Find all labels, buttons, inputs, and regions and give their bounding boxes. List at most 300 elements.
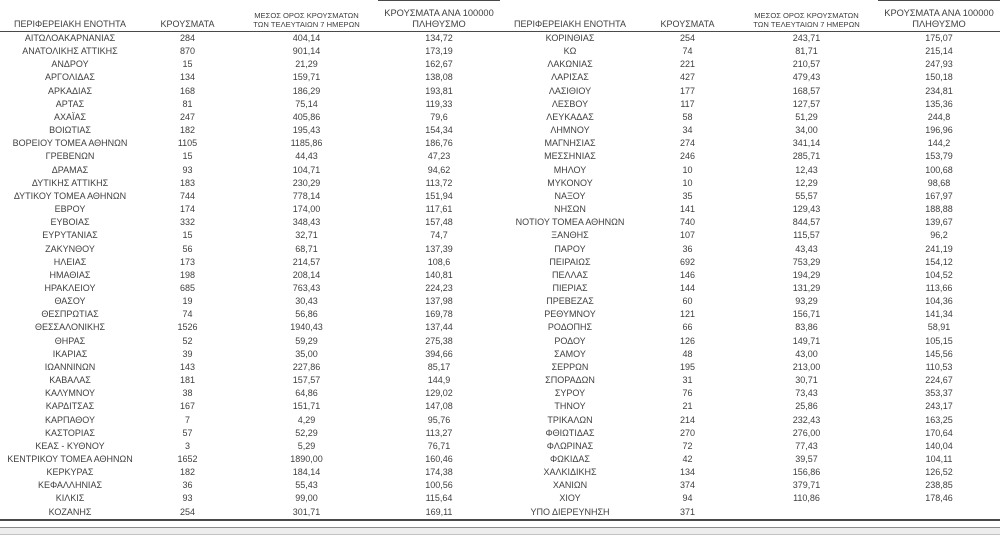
cases-cell: 58: [682, 111, 693, 122]
cases-cell: 36: [682, 243, 693, 254]
per100k-cell: 244,8: [927, 111, 951, 122]
per100k-cell: 162,67: [425, 59, 453, 70]
table-row: [0, 466, 500, 479]
region-cell: ΡΟΔΟΥ: [554, 335, 586, 346]
cases-cell: 134: [679, 467, 696, 478]
region-cell: ΛΗΜΝΟΥ: [550, 125, 590, 136]
cases-cell: 144: [679, 282, 696, 293]
region-cell: ΛΑΚΩΝΙΑΣ: [547, 59, 593, 70]
avg7-cell: 232,43: [792, 414, 821, 425]
per100k-cell: 188,88: [925, 204, 953, 215]
per100k-cell: 104,36: [925, 296, 953, 307]
region-cell: ΕΥΡΥΤΑΝΙΑΣ: [42, 230, 98, 241]
per100k-cell: 170,64: [925, 427, 953, 438]
cases-cell: 42: [682, 454, 693, 464]
region-cell: ΞΑΝΘΗΣ: [551, 230, 589, 241]
avg7-cell: 129,43: [792, 204, 821, 215]
cases-cell: 198: [179, 269, 196, 280]
cases-cell: 143: [179, 361, 196, 372]
avg7-cell: 379,71: [792, 480, 821, 491]
cases-cell: 284: [179, 33, 196, 43]
table-row: [0, 98, 500, 111]
region-cell: ΣΕΡΡΩΝ: [551, 361, 589, 372]
table-row: [0, 387, 500, 400]
region-cell: ΠΡΕΒΕΖΑΣ: [546, 296, 594, 307]
avg7-header-line2: ΤΩΝ ΤΕΛΕΥΤΑΙΩΝ 7 ΗΜΕΡΩΝ: [753, 20, 860, 29]
cases-cell: 7: [184, 414, 190, 425]
table-row: [500, 440, 1000, 453]
per100k-cell: 186,76: [425, 138, 453, 149]
per100k-cell: 178,46: [925, 493, 953, 504]
region-cell: ΜΥΚΟΝΟΥ: [547, 177, 593, 188]
avg7-cell: 348,43: [292, 217, 321, 228]
per100k-cell: 163,25: [925, 414, 953, 425]
region-cell: ΜΕΣΣΗΝΙΑΣ: [544, 151, 596, 162]
table-row: [0, 400, 500, 413]
table-row: [500, 466, 1000, 479]
avg7-cell: 35,00: [295, 348, 318, 359]
per100k-cell: 96,2: [930, 230, 948, 241]
region-cell: ΚΑΡΔΙΤΣΑΣ: [45, 401, 95, 412]
cases-cell: 182: [179, 467, 196, 478]
region-cell: ΑΧΑΪΑΣ: [53, 111, 87, 122]
region-cell: ΚΙΛΚΙΣ: [55, 493, 85, 504]
region-cell: ΚΑΒΑΛΑΣ: [49, 375, 91, 386]
avg7-cell: 156,86: [792, 467, 821, 478]
avg7-cell: 75,14: [295, 98, 318, 109]
avg7-cell: 151,71: [292, 401, 321, 412]
region-cell: ΘΑΣΟΥ: [54, 296, 86, 307]
cases-cell: 214: [679, 414, 696, 425]
per100k-cell: 137,44: [425, 322, 453, 333]
cases-cell: 744: [179, 190, 196, 201]
region-cell: ΑΡΚΑΔΙΑΣ: [47, 85, 93, 96]
avg7-cell: 131,29: [792, 282, 821, 293]
per100k-column-header: [378, 1, 500, 32]
cases-cell: 81: [182, 98, 193, 109]
per100k-cell: 137,98: [425, 296, 453, 307]
per100k-cell: 238,85: [925, 480, 953, 491]
per100k-cell: 108,6: [427, 256, 451, 267]
region-cell: ΦΘΙΩΤΙΔΑΣ: [545, 427, 595, 438]
avg7-cell: 51,29: [795, 111, 818, 122]
cases-cell: 173: [179, 256, 196, 267]
per100k-cell: 126,52: [925, 467, 953, 478]
region-cell: ΑΡΓΟΛΙΔΑΣ: [45, 72, 95, 83]
table-row: [500, 98, 1000, 111]
per100k-cell: 58,91: [927, 322, 951, 333]
avg7-cell: 64,86: [295, 388, 318, 399]
per100k-cell: 234,81: [925, 85, 953, 96]
region-cell: ΑΡΤΑΣ: [55, 98, 85, 109]
avg7-cell: 1185,86: [290, 138, 323, 149]
avg7-cell: 214,57: [292, 256, 321, 267]
table-row: [500, 164, 1000, 177]
region-cell: ΘΕΣΠΡΩΤΙΑΣ: [41, 309, 99, 320]
table-row: [0, 124, 500, 137]
table-row: [0, 32, 500, 46]
per100k-cell: 196,96: [925, 125, 953, 136]
cases-cell: 332: [179, 217, 196, 228]
region-cell: ΚΕΡΚΥΡΑΣ: [46, 467, 94, 478]
cases-cell: 31: [682, 375, 693, 386]
avg7-cell: 227,86: [292, 361, 321, 372]
avg7-cell: 243,71: [792, 33, 821, 43]
per100k-cell: [878, 506, 1000, 520]
avg7-cell: 43,43: [795, 243, 818, 254]
region-cell: ΕΥΒΟΙΑΣ: [50, 217, 90, 228]
region-cell: ΛΕΣΒΟΥ: [551, 98, 589, 109]
avg7-cell: 479,43: [792, 72, 821, 83]
region-cell: ΤΗΝΟΥ: [554, 401, 586, 412]
per100k-cell: 140,81: [425, 269, 453, 280]
avg7-cell: 77,43: [795, 440, 818, 451]
cases-cell: 183: [179, 177, 196, 188]
table-row: [500, 150, 1000, 163]
avg7-cell: 5,29: [297, 440, 316, 451]
region-cell: ΣΑΜΟΥ: [554, 348, 586, 359]
cases-cell: 1652: [177, 454, 198, 464]
avg7-cell: 1890,00: [290, 454, 323, 464]
table-row: [500, 348, 1000, 361]
table-row: [0, 243, 500, 256]
table-row: [0, 137, 500, 150]
avg7-cell: 55,43: [295, 480, 318, 491]
per100k-cell: 145,56: [925, 348, 953, 359]
cases-cell: 57: [182, 427, 193, 438]
table-row: [500, 282, 1000, 295]
table-row: [500, 45, 1000, 58]
cases-cell: 195: [679, 361, 696, 372]
avg7-cell: 159,71: [292, 72, 321, 83]
table-row: [500, 427, 1000, 440]
per100k-cell: 79,6: [430, 111, 448, 122]
table-row: [500, 453, 1000, 466]
avg7-header-line1: ΜΕΣΟΣ ΟΡΟΣ ΚΡΟΥΣΜΑΤΩΝ: [254, 11, 359, 20]
per100k-cell: 154,12: [925, 256, 953, 267]
per100k-cell: 129,02: [425, 388, 453, 399]
per100k-cell: 74,7: [430, 230, 448, 241]
region-cell: ΚΑΣΤΟΡΙΑΣ: [45, 427, 95, 438]
region-cell: ΚΑΛΥΜΝΟΥ: [44, 388, 96, 399]
avg7-cell: 110,86: [793, 493, 820, 504]
table-row: [500, 111, 1000, 124]
table-row: [500, 32, 1000, 46]
cases-cell: 117: [680, 98, 695, 109]
cases-cell: 274: [679, 138, 696, 149]
cases-cell: 174: [179, 204, 196, 215]
per100k-cell: 104,52: [925, 269, 953, 280]
region-cell: ΦΩΚΙΔΑΣ: [550, 454, 590, 464]
cases-table-right: [500, 0, 1000, 521]
region-cell: ΛΑΡΙΣΑΣ: [551, 72, 589, 83]
per100k-header-line1: ΚΡΟΥΣΜΑΤΑ ΑΝΑ 100000: [384, 8, 494, 18]
per100k-cell: 110,53: [925, 361, 953, 372]
table-row: [500, 58, 1000, 71]
per100k-cell: 113,27: [425, 427, 453, 438]
region-cell: ΕΒΡΟΥ: [54, 204, 86, 215]
per100k-cell: 138,08: [425, 72, 453, 83]
region-cell: ΔΥΤΙΚΟΥ ΤΟΜΕΑ ΑΘΗΝΩΝ: [13, 190, 127, 201]
avg7-cell: [735, 506, 878, 520]
region-cell: ΠΕΙΡΑΙΩΣ: [549, 256, 591, 267]
per100k-cell: 175,07: [925, 33, 953, 43]
region-cell: ΣΥΡΟΥ: [554, 388, 586, 399]
per100k-cell: 94,62: [427, 164, 451, 175]
avg7-cell: 127,57: [792, 98, 821, 109]
avg7-cell: 30,43: [295, 296, 318, 307]
region-cell: ΝΗΣΩΝ: [554, 204, 586, 215]
cases-cell: 15: [182, 151, 193, 162]
avg7-column-header: [735, 1, 878, 32]
table-row: [500, 137, 1000, 150]
table-row: [500, 177, 1000, 190]
per100k-header-line2: ΠΛΗΘΥΣΜΟ: [912, 18, 966, 29]
per100k-cell: 85,17: [427, 361, 451, 372]
avg7-cell: 81,71: [795, 46, 818, 57]
avg7-cell: 55,57: [795, 190, 818, 201]
cases-cell: 121: [679, 309, 696, 320]
cases-cell: 254: [179, 506, 196, 517]
table-row: [0, 111, 500, 124]
table-row: [500, 229, 1000, 242]
avg7-cell: 12,43: [795, 164, 818, 175]
table-row: [0, 321, 500, 334]
avg7-cell: 405,86: [292, 111, 321, 122]
table-row: [0, 282, 500, 295]
table-row: [500, 387, 1000, 400]
avg7-cell: 285,71: [792, 151, 821, 162]
per100k-cell: 141,34: [925, 309, 953, 320]
region-cell: ΓΡΕΒΕΝΩΝ: [45, 151, 95, 162]
cases-cell: 10: [682, 164, 693, 175]
region-cell: ΚΕΝΤΡΙΚΟΥ ΤΟΜΕΑ ΑΘΗΝΩΝ: [7, 454, 133, 464]
avg7-cell: 104,71: [292, 164, 321, 175]
cases-cell: 221: [679, 59, 696, 70]
per100k-cell: 100,56: [425, 480, 453, 491]
region-cell: ΒΟΙΩΤΙΑΣ: [49, 125, 91, 136]
per100k-cell: 137,39: [425, 243, 453, 254]
region-cell: ΜΑΓΝΗΣΙΑΣ: [544, 138, 596, 149]
cases-cell: 93: [182, 164, 193, 175]
per100k-cell: 154,34: [425, 125, 453, 136]
table-row: [0, 506, 500, 520]
cases-cell: 270: [679, 427, 696, 438]
region-cell: ΛΑΣΙΘΙΟΥ: [548, 85, 592, 96]
table-row: [0, 256, 500, 269]
table-row: [500, 335, 1000, 348]
table-row: [500, 85, 1000, 98]
region-cell: ΤΡΙΚΑΛΩΝ: [547, 414, 593, 425]
avg7-cell: 115,57: [793, 230, 820, 241]
table-row: [0, 479, 500, 492]
cases-header-label: ΚΡΟΥΣΜΑΤΑ: [660, 19, 715, 29]
per100k-cell: 144,2: [927, 138, 951, 149]
table-row: [0, 150, 500, 163]
cases-cell: 740: [679, 217, 696, 228]
cases-cell: 48: [682, 348, 693, 359]
avg7-cell: 1940,43: [290, 322, 323, 333]
avg7-header-line2: ΤΩΝ ΤΕΛΕΥΤΑΙΩΝ 7 ΗΜΕΡΩΝ: [253, 20, 360, 29]
per100k-cell: 224,67: [925, 375, 953, 386]
region-cell: ΒΟΡΕΙΟΥ ΤΟΜΕΑ ΑΘΗΝΩΝ: [12, 138, 128, 149]
region-cell: ΖΑΚΥΝΘΟΥ: [45, 243, 95, 254]
region-header-label: ΠΕΡΙΦΕΡΕΙΑΚΗ ΕΝΟΤΗΤΑ: [513, 19, 627, 29]
region-cell: ΚΟΖΑΝΗΣ: [48, 506, 92, 517]
region-header-label: ΠΕΡΙΦΕΡΕΙΑΚΗ ΕΝΟΤΗΤΑ: [13, 19, 127, 29]
cases-cell: 247: [179, 111, 196, 122]
region-cell: ΘΕΣΣΑΛΟΝΙΚΗΣ: [34, 322, 106, 333]
cases-cell: 1526: [177, 322, 198, 333]
region-cell: ΑΙΤΩΛΟΑΚΑΡΝΑΝΙΑΣ: [24, 33, 116, 43]
avg7-cell: 168,57: [792, 85, 821, 96]
cases-header-label: ΚΡΟΥΣΜΑΤΑ: [160, 19, 215, 29]
table-row: [0, 427, 500, 440]
region-cell: ΗΜΑΘΙΑΣ: [49, 269, 91, 280]
avg7-cell: 157,57: [292, 375, 321, 386]
avg7-header-line1: ΜΕΣΟΣ ΟΡΟΣ ΚΡΟΥΣΜΑΤΩΝ: [754, 11, 859, 20]
avg7-cell: 30,71: [795, 375, 818, 386]
cases-cell: 3: [184, 440, 190, 451]
table-row: [500, 203, 1000, 216]
region-cell: ΔΥΤΙΚΗΣ ΑΤΤΙΚΗΣ: [31, 177, 109, 188]
table-row: [0, 216, 500, 229]
cases-cell: 254: [679, 33, 696, 43]
cases-cell: 141: [679, 204, 696, 215]
table-header: [0, 1, 500, 32]
per100k-cell: 160,46: [425, 454, 453, 464]
per100k-cell: 193,81: [425, 85, 453, 96]
avg7-cell: 25,86: [795, 401, 818, 412]
table-row: [500, 400, 1000, 413]
avg7-cell: 39,57: [795, 454, 818, 464]
table-row: [500, 321, 1000, 334]
avg7-cell: 184,14: [292, 467, 321, 478]
table-row: [0, 440, 500, 453]
region-cell: ΚΑΡΠΑΘΟΥ: [44, 414, 96, 425]
cases-cell: 427: [679, 72, 696, 83]
table-row: [500, 256, 1000, 269]
region-cell: ΧΑΝΙΩΝ: [552, 480, 588, 491]
table-body-right: [500, 32, 1000, 520]
region-column-header: [500, 1, 640, 32]
avg7-cell: 68,71: [295, 243, 318, 254]
cases-cell: 181: [179, 375, 196, 386]
per100k-cell: 98,68: [927, 177, 951, 188]
table-row: [0, 177, 500, 190]
table-row: [0, 203, 500, 216]
per100k-cell: 134,72: [425, 33, 453, 43]
cases-cell: 371: [679, 506, 696, 517]
region-cell: ΧΙΟΥ: [559, 493, 581, 504]
per100k-cell: 173,19: [425, 46, 453, 57]
cases-cell: 10: [682, 177, 693, 188]
region-cell: ΚΟΡΙΝΘΙΑΣ: [545, 33, 595, 43]
region-cell: ΦΛΩΡΙΝΑΣ: [546, 440, 594, 451]
avg7-cell: 52,29: [295, 427, 318, 438]
avg7-cell: 210,57: [792, 59, 821, 70]
avg7-cell: 174,00: [292, 204, 321, 215]
region-cell: ΠΕΛΛΑΣ: [551, 269, 589, 280]
per100k-cell: 105,15: [925, 335, 953, 346]
per100k-cell: 153,79: [925, 151, 953, 162]
per100k-cell: 151,94: [425, 190, 453, 201]
per100k-cell: 174,38: [425, 467, 453, 478]
per100k-cell: 353,37: [925, 388, 953, 399]
cases-column-header: [140, 1, 235, 32]
cases-cell: 685: [179, 282, 196, 293]
per100k-cell: 150,18: [925, 72, 953, 83]
region-cell: ΑΝΔΡΟΥ: [51, 59, 89, 70]
cases-cell: 134: [179, 72, 196, 83]
avg7-cell: 73,43: [795, 388, 818, 399]
region-cell: ΜΗΛΟΥ: [553, 164, 587, 175]
table-row: [500, 374, 1000, 387]
cases-cell: 74: [182, 309, 193, 320]
region-cell: ΧΑΛΚΙΔΙΚΗΣ: [543, 467, 597, 478]
table-row: [0, 308, 500, 321]
table-row: [0, 361, 500, 374]
per100k-header-line1: ΚΡΟΥΣΜΑΤΑ ΑΝΑ 100000: [884, 8, 994, 18]
cases-cell: 19: [182, 296, 193, 307]
region-cell: ΡΟΔΟΠΗΣ: [547, 322, 593, 333]
avg7-cell: 156,71: [792, 309, 821, 320]
cases-cell: 374: [679, 480, 696, 491]
table-row: [500, 295, 1000, 308]
avg7-cell: 34,00: [795, 125, 818, 136]
table-row: [0, 348, 500, 361]
cases-cell: 692: [679, 256, 696, 267]
per100k-cell: 100,68: [925, 164, 953, 175]
per100k-cell: 241,19: [925, 243, 953, 254]
cases-cell: 126: [679, 335, 696, 346]
per100k-cell: 147,08: [425, 401, 453, 412]
cases-cell: 146: [679, 269, 696, 280]
avg7-cell: 59,29: [295, 335, 318, 346]
table-row: [500, 269, 1000, 282]
per100k-cell: 76,71: [427, 440, 451, 451]
table-row: [500, 414, 1000, 427]
avg7-cell: 149,71: [792, 335, 821, 346]
table-row: [500, 361, 1000, 374]
per100k-cell: 169,11: [425, 506, 453, 517]
per100k-cell: 117,61: [425, 204, 453, 215]
avg7-cell: 186,29: [292, 85, 321, 96]
per100k-cell: 215,14: [925, 46, 953, 57]
avg7-cell: 194,29: [792, 269, 821, 280]
cases-cell: 52: [182, 335, 193, 346]
region-cell: ΗΛΕΙΑΣ: [53, 256, 87, 267]
region-cell: ΙΚΑΡΙΑΣ: [52, 348, 88, 359]
region-cell: ΚΕΑΣ - ΚΥΘΝΟΥ: [35, 440, 105, 451]
region-cell: ΙΩΑΝΝΙΝΩΝ: [44, 361, 96, 372]
per100k-cell: 135,36: [925, 98, 953, 109]
table-row: [0, 453, 500, 466]
region-cell: ΝΟΤΙΟΥ ΤΟΜΕΑ ΑΘΗΝΩΝ: [515, 217, 625, 228]
table-row: [500, 479, 1000, 492]
avg7-cell: 901,14: [292, 46, 321, 57]
avg7-cell: 93,29: [795, 296, 818, 307]
cases-cell: 21: [682, 401, 693, 412]
avg7-cell: 83,86: [795, 322, 818, 333]
cases-cell: 167: [179, 401, 196, 412]
avg7-cell: 195,43: [292, 125, 321, 136]
region-cell: ΚΕΦΑΛΛΗΝΙΑΣ: [37, 480, 103, 491]
table-row: [500, 216, 1000, 229]
avg7-cell: 230,29: [292, 177, 321, 188]
per100k-cell: 275,38: [425, 335, 453, 346]
cases-cell: 36: [182, 480, 193, 491]
